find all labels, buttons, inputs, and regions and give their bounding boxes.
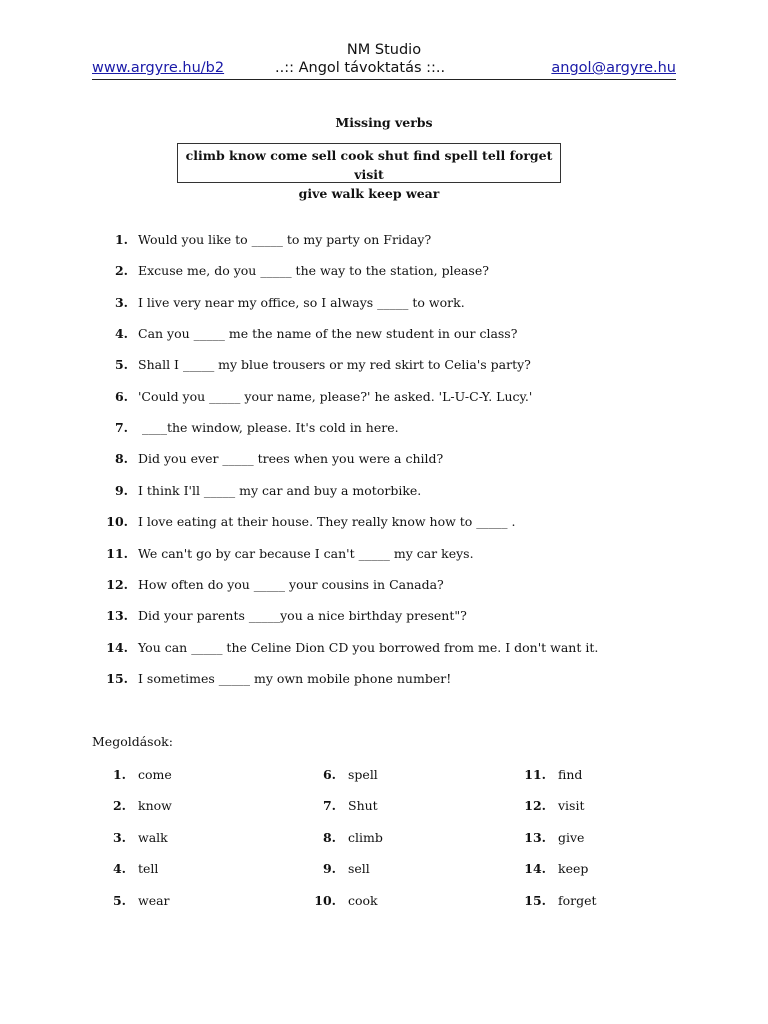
question-text: Can you _____ me the name of the new student in our class?	[138, 326, 518, 342]
question-text: Did you ever _____ trees when you were a child?	[138, 451, 444, 467]
answer-item	[308, 859, 370, 879]
answer-item	[518, 891, 597, 911]
answer-number: 7.	[322, 798, 336, 814]
answer-word: give	[558, 829, 585, 845]
question-text: How often do you _____ your cousins in Canada?	[138, 576, 444, 592]
answers-heading: Megoldások:	[92, 734, 173, 749]
answer-word: visit	[558, 798, 585, 814]
answer-word: find	[558, 767, 583, 782]
answer-item	[308, 765, 378, 785]
answer-word: spell	[348, 767, 378, 782]
question-number: 14.	[106, 639, 128, 655]
answer-number: 2.	[112, 798, 126, 814]
answer-word: cook	[348, 892, 378, 908]
question-text: 'Could you _____ your name, please?' he asked. 'L-U-C-Y. Lucy.'	[138, 388, 533, 404]
answer-word: sell	[348, 861, 370, 877]
question-number: 8.	[114, 451, 128, 467]
question-item	[0, 606, 768, 626]
studio-name: NM Studio	[346, 42, 422, 58]
answer-word: Shut	[348, 798, 378, 814]
word-box-line-2: give walk keep wear	[298, 186, 440, 201]
question-item	[0, 355, 768, 375]
question-item	[0, 418, 768, 438]
question-item	[0, 575, 768, 595]
answer-number: 11.	[524, 767, 546, 782]
header-line	[92, 59, 676, 80]
answer-number: 6.	[322, 767, 336, 782]
answer-word: climb	[348, 829, 383, 845]
question-number: 11.	[106, 545, 128, 561]
answer-word: walk	[138, 829, 168, 845]
question-number: 15.	[106, 670, 128, 686]
answer-number: 12.	[524, 798, 546, 814]
question-number: 13.	[106, 608, 128, 624]
question-number: 7.	[114, 420, 128, 436]
question-text: Shall I _____ my blue trousers or my red skirt to Celia's party?	[138, 357, 531, 373]
question-text: ____the window, please. It's cold in here.	[138, 420, 399, 436]
question-number: 9.	[114, 482, 128, 498]
email-link[interactable]: angol@argyre.hu	[551, 60, 676, 76]
question-number: 3.	[114, 294, 128, 310]
answer-number: 10.	[314, 892, 336, 908]
answer-item	[308, 891, 378, 911]
question-number: 4.	[114, 326, 128, 342]
question-text: You can _____ the Celine Dion CD you borrowed from me. I don't want it.	[138, 639, 599, 655]
question-item	[0, 638, 768, 658]
answer-number: 14.	[524, 861, 546, 877]
page-title: Missing verbs	[335, 115, 433, 130]
answer-item	[518, 765, 582, 785]
answer-item	[98, 859, 158, 879]
answer-item	[308, 796, 378, 816]
answer-word: tell	[138, 861, 159, 877]
answer-word: come	[138, 767, 172, 782]
question-text: I sometimes _____ my own mobile phone number!	[138, 670, 452, 686]
answer-item	[98, 765, 172, 785]
question-text: Would you like to _____ to my party on Friday?	[138, 232, 432, 247]
question-text: Did your parents _____you a nice birthday present"?	[138, 608, 467, 624]
answer-number: 13.	[524, 829, 546, 845]
question-item	[0, 481, 768, 501]
answer-item	[518, 796, 585, 816]
answer-item	[308, 828, 383, 848]
question-item	[0, 669, 768, 689]
answer-item	[518, 828, 584, 848]
question-item	[0, 544, 768, 564]
word-box	[177, 143, 561, 201]
page-header	[92, 42, 676, 80]
question-number: 12.	[106, 576, 128, 592]
question-item	[0, 261, 768, 281]
question-number: 5.	[114, 357, 128, 373]
question-item	[0, 512, 768, 532]
answer-number: 1.	[112, 767, 126, 782]
answer-word: forget	[558, 892, 597, 908]
answer-word: keep	[558, 861, 589, 877]
answer-number: 15.	[524, 892, 546, 908]
question-text: We can't go by car because I can't _____ my car keys.	[138, 545, 474, 561]
answer-item	[98, 891, 170, 911]
answer-number: 3.	[112, 829, 126, 845]
question-number: 6.	[114, 388, 128, 404]
question-text: I live very near my office, so I always _____ to work.	[138, 294, 465, 310]
question-text: I love eating at their house. They really know how to _____ .	[138, 514, 516, 530]
answer-number: 5.	[112, 892, 126, 908]
answer-item	[518, 859, 588, 879]
question-item	[0, 449, 768, 469]
answer-number: 4.	[112, 861, 126, 877]
question-text: Excuse me, do you _____ the way to the station, please?	[138, 263, 489, 279]
answer-number: 9.	[322, 861, 336, 877]
answer-word: know	[138, 798, 172, 814]
question-item	[0, 230, 768, 250]
question-number: 2.	[114, 263, 128, 279]
question-item	[0, 387, 768, 407]
site-link[interactable]: www.argyre.hu/b2	[92, 60, 225, 76]
answer-word: wear	[138, 892, 170, 908]
question-item	[0, 293, 768, 313]
answer-item	[98, 796, 172, 816]
tagline: ..:: Angol távoktatás ::..	[275, 60, 446, 76]
question-text: I think I'll _____ my car and buy a motorbike.	[138, 482, 422, 498]
word-box-line-1: climb know come sell cook shut find spell tell forget visit	[185, 148, 553, 182]
answer-number: 8.	[322, 829, 336, 845]
question-number: 10.	[106, 514, 128, 530]
question-number: 1.	[114, 232, 128, 247]
question-item	[0, 324, 768, 344]
answer-item	[98, 828, 168, 848]
